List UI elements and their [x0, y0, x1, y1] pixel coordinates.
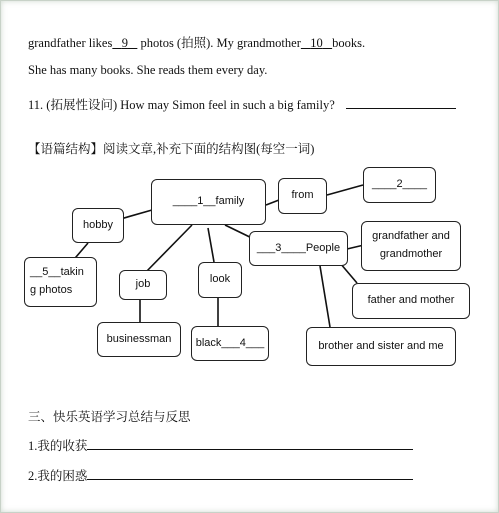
- reflection-item-2-line[interactable]: [87, 479, 413, 480]
- blank-9[interactable]: 9: [121, 36, 128, 50]
- reflection-item-2: [28, 466, 413, 484]
- grandparents-line-1: grandfather and: [372, 230, 450, 243]
- passage-text: books.: [332, 36, 366, 50]
- reflection-item-1-line[interactable]: [87, 449, 413, 450]
- blank-10[interactable]: 10: [310, 36, 323, 50]
- node-look[interactable]: look: [198, 262, 242, 298]
- node-black[interactable]: black___4___: [191, 326, 269, 361]
- reflection-item-1: [28, 436, 413, 454]
- passage-text: photos (拍照). My grandmother: [140, 36, 301, 50]
- reflection-item-1-label: 1.我的收获: [28, 439, 88, 453]
- node-parents[interactable]: father and mother: [352, 283, 470, 319]
- node-from-blank[interactable]: ____2____: [363, 167, 436, 203]
- node-family[interactable]: ____1__family: [151, 179, 266, 225]
- structure-heading: 【语篇结构】阅读文章,补充下面的结构图(每空一词): [28, 142, 315, 156]
- node-taking-photos[interactable]: [24, 257, 97, 307]
- reflection-item-2-label: 2.我的困惑: [28, 469, 88, 483]
- passage-line-2: She has many books. She reads them every day.: [28, 63, 268, 77]
- node-businessman[interactable]: businessman: [97, 322, 181, 357]
- node-hobby[interactable]: hobby: [72, 208, 124, 243]
- node-from[interactable]: from: [278, 178, 327, 214]
- node-grandparents[interactable]: [361, 221, 461, 271]
- question-11-text: 11. (拓展性设问) How may Simon feel in such a big family?: [28, 98, 335, 112]
- grandparents-line-2: grandmother: [379, 248, 443, 260]
- node-people[interactable]: ___3____People: [249, 231, 348, 266]
- taking-photos-line-1: __5__takin: [30, 266, 84, 279]
- taking-photos-line-2: g photos: [30, 284, 73, 296]
- node-siblings[interactable]: brother and sister and me: [306, 327, 456, 366]
- reflection-heading: 三、快乐英语学习总结与反思: [28, 410, 191, 424]
- node-job[interactable]: job: [119, 270, 167, 300]
- passage-text: grandfather likes: [28, 36, 113, 50]
